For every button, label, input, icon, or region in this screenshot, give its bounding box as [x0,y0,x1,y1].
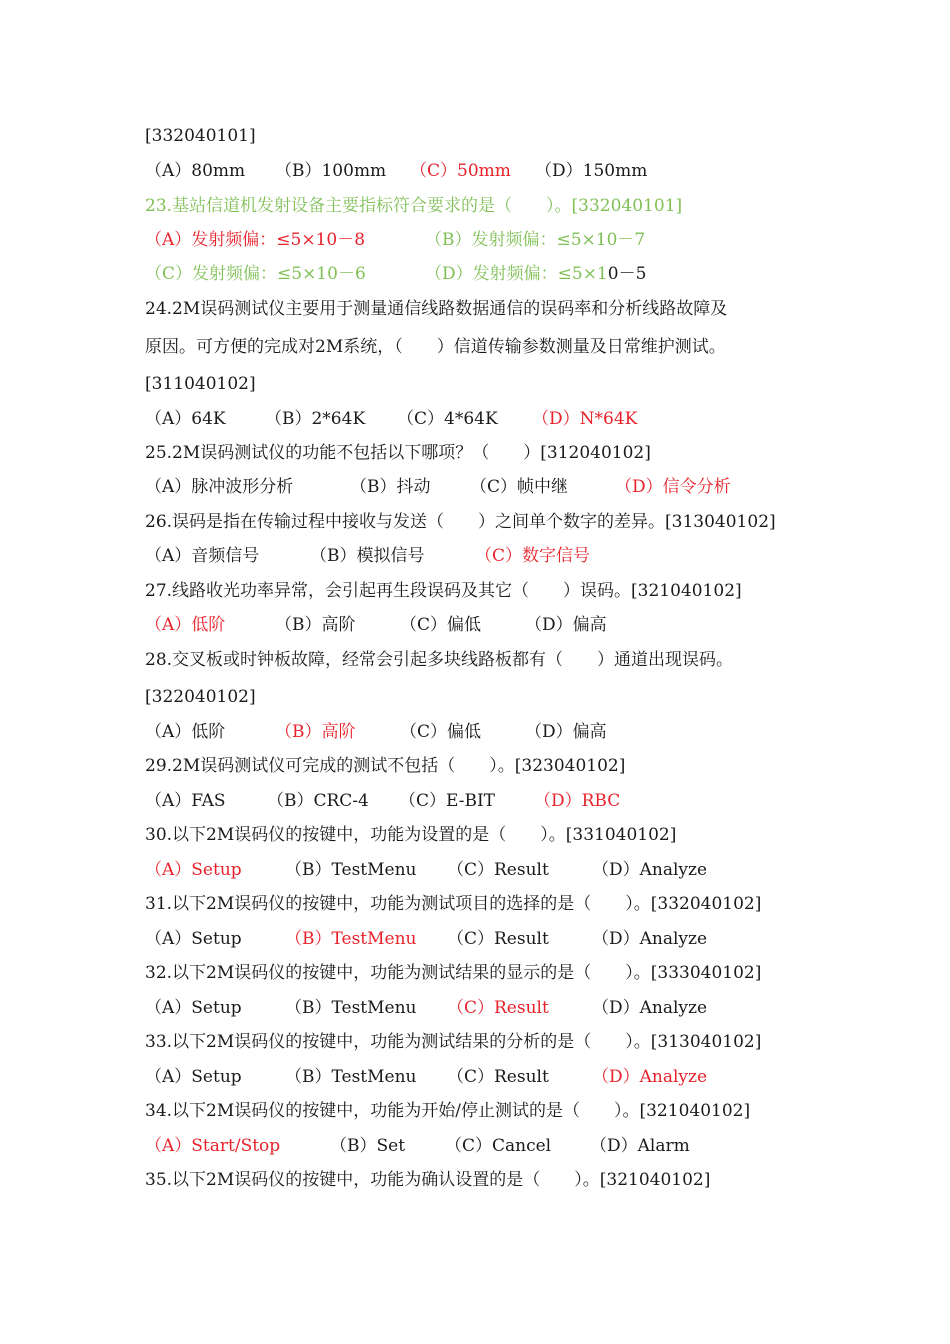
option-c: （C）发射频偏：≤5×10－6 [145,264,366,284]
question-34-options [145,1134,845,1158]
option-d: （D）偏高 [525,615,607,635]
option-c: （C）Result [447,998,549,1018]
option-d: （D）Analyze [592,929,708,949]
option-d: （D）150mm [535,161,648,181]
option-b: （B）模拟信号 [310,546,425,566]
option-b: （B）TestMenu [285,998,417,1018]
option-d: （D）信令分析 [615,477,731,497]
option-b: （B）CRC-4 [267,791,369,811]
question-28-stem: 28.交叉板或时钟板故障，经常会引起多块线路板都有（ ）通道出现误码。 [145,650,734,670]
option-a: （A）80mm [145,161,246,181]
question-22-options [145,159,845,183]
question-23-options-row1 [145,228,845,252]
option-a: （A）低阶 [145,615,226,635]
question-23-options-row2 [145,262,845,286]
question-28-code: [322040102] [145,687,256,707]
option-b: （B）100mm [275,161,387,181]
option-b: （B）TestMenu [285,929,417,949]
option-b: （B）TestMenu [285,1067,417,1087]
option-a: （A）64K [145,409,226,429]
option-b: （B）发射频偏：≤5×10－7 [425,230,646,250]
question-25-options [145,475,845,499]
question-32-options [145,996,845,1020]
option-d: （D）Analyze [592,860,708,880]
question-29-options [145,789,845,813]
option-c: （C）E-BIT [399,791,496,811]
question-31-options [145,927,845,951]
option-a: （A）Setup [145,860,242,880]
option-c: （C）4*64K [397,409,498,429]
option-c: （C）偏低 [400,615,482,635]
question-34-stem: 34.以下2M误码仪的按键中，功能为开始/停止测试的是（ ）。[321040102] [145,1101,751,1121]
option-a: （A）发射频偏：≤5×10－8 [145,230,366,250]
question-27-stem: 27.线路收光功率异常，会引起再生段误码及其它（ ）误码。[321040102] [145,581,742,601]
question-26-options [145,544,845,568]
option-c: （C）50mm [410,161,511,181]
option-b: （B）抖动 [350,477,431,497]
option-a: （A）Start/Stop [145,1136,281,1156]
question-25-stem: 25.2M误码测试仪的功能不包括以下哪项？（ ）[312040102] [145,443,651,463]
question-32-stem: 32.以下2M误码仪的按键中，功能为测试结果的显示的是（ ）。[333040102] [145,963,762,983]
question-33-options [145,1065,845,1089]
option-b: （B）Set [330,1136,406,1156]
option-d: （D）RBC [534,791,621,811]
option-c: （C）Result [447,860,549,880]
option-c: （C）Result [447,1067,549,1087]
question-24-code: [311040102] [145,374,256,394]
option-d-suffix: 0－5 [607,264,647,284]
option-c: （C）偏低 [400,722,482,742]
question-23-stem: 23.基站信道机发射设备主要指标符合要求的是（ ）。[332040101] [145,196,683,216]
option-b: （B）2*64K [265,409,366,429]
question-24-options [145,407,845,431]
option-a: （A）Setup [145,929,242,949]
option-c: （C）数字信号 [475,546,591,566]
option-c: （C）帧中继 [470,477,569,497]
question-33-stem: 33.以下2M误码仪的按键中，功能为测试结果的分析的是（ ）。[313040102] [145,1032,762,1052]
option-a: （A）低阶 [145,722,226,742]
question-30-stem: 30.以下2M误码仪的按键中，功能为设置的是（ ）。[331040102] [145,825,677,845]
question-35-stem: 35.以下2M误码仪的按键中，功能为确认设置的是（ ）。[321040102] [145,1170,711,1190]
question-29-stem: 29.2M误码测试仪可完成的测试不包括（ ）。[323040102] [145,756,626,776]
option-c: （C）Result [447,929,549,949]
option-d: （D）N*64K [532,409,638,429]
option-a: （A）FAS [145,791,226,811]
option-b: （B）高阶 [275,615,356,635]
question-31-stem: 31.以下2M误码仪的按键中，功能为测试项目的选择的是（ ）。[332040102] [145,894,762,914]
option-d: （D）Analyze [592,998,708,1018]
option-a: （A）脉冲波形分析 [145,477,294,497]
question-22-code: [332040101] [145,126,256,146]
option-a: （A）Setup [145,998,242,1018]
option-a: （A）Setup [145,1067,242,1087]
option-d: （D）发射频偏：≤5×1 [425,264,608,284]
option-b: （B）TestMenu [285,860,417,880]
option-c: （C）Cancel [445,1136,552,1156]
option-d: （D）偏高 [525,722,607,742]
question-27-options [145,613,845,637]
option-b: （B）高阶 [275,722,356,742]
question-24-stem-line1: 24.2M误码测试仪主要用于测量通信线路数据通信的误码率和分析线路故障及 [145,299,728,319]
question-28-options [145,720,845,744]
option-a: （A）音频信号 [145,546,260,566]
option-d: （D）Alarm [590,1136,690,1156]
question-24-stem-line2: 原因。可方便的完成对2M系统，（ ）信道传输参数测量及日常维护测试。 [145,337,726,357]
question-30-options [145,858,845,882]
question-26-stem: 26.误码是指在传输过程中接收与发送（ ）之间单个数字的差异。[313040102] [145,512,776,532]
option-d: （D）Analyze [592,1067,708,1087]
